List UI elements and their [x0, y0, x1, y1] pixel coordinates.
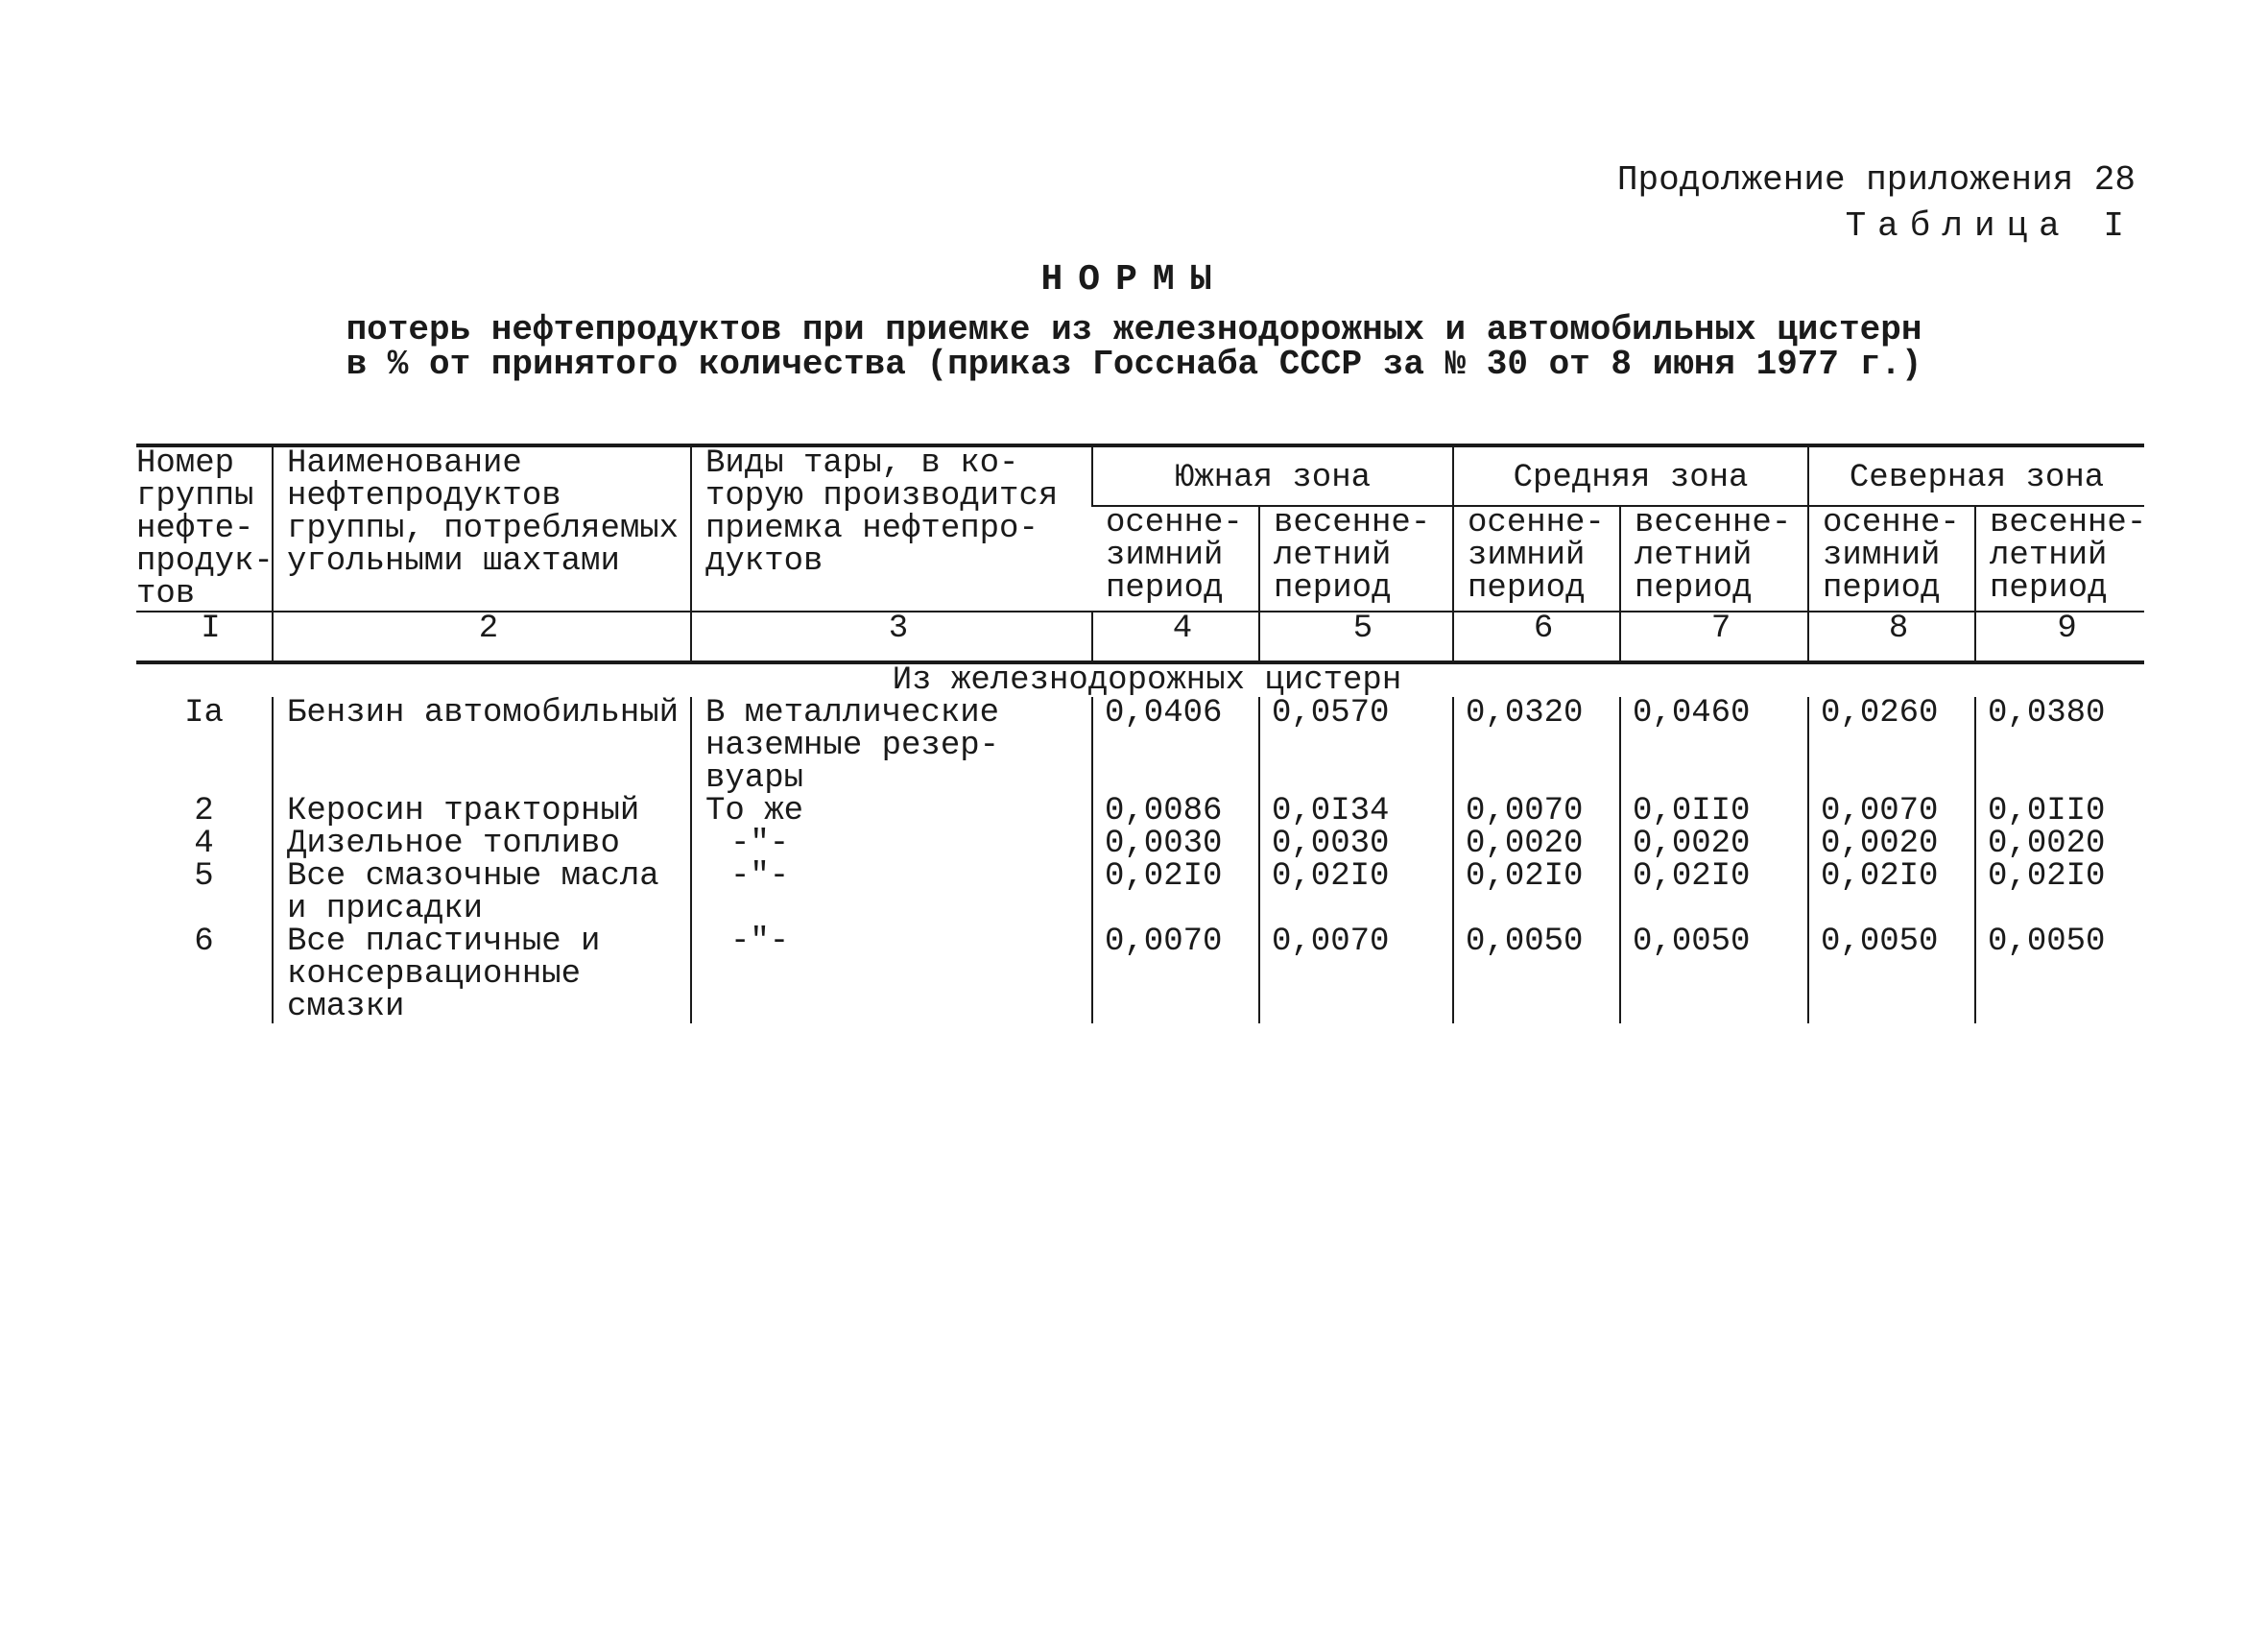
- value-middle-autumn: 0,02I0: [1453, 860, 1620, 925]
- value-south-spring: 0,0030: [1259, 828, 1453, 860]
- zone-header-middle: Средняя зона: [1453, 445, 1808, 506]
- col-number: 7: [1620, 612, 1808, 662]
- section-title: Из железнодорожных цистерн: [892, 662, 1402, 699]
- period-header-south-autumn: осенне-зимний период: [1092, 506, 1259, 612]
- product-name: Дизельное топливо: [273, 828, 691, 860]
- continuation-label: Продолжение приложения 28: [1616, 160, 2136, 200]
- subtitle-line-1: потерь нефтепродуктов при приемке из железнодорожных и автомобильных цистерн: [346, 310, 1922, 349]
- col-header-product-name: Наименование нефтепродуктов группы, потребляемых угольными шахтами: [273, 445, 691, 612]
- value-middle-spring: 0,0020: [1620, 828, 1808, 860]
- value-middle-spring: 0,02I0: [1620, 860, 1808, 925]
- value-north-spring: 0,0020: [1975, 828, 2144, 860]
- value-middle-autumn: 0,0050: [1453, 925, 1620, 1023]
- period-header-north-spring: весенне-летний период: [1975, 506, 2144, 612]
- col-number: 5: [1259, 612, 1453, 662]
- col-number: I: [136, 612, 273, 662]
- group-number: 4: [194, 826, 214, 862]
- period-header-middle-autumn: осенне-зимний период: [1453, 506, 1620, 612]
- value-middle-spring: 0,0460: [1620, 697, 1808, 795]
- value-middle-spring: 0,0050: [1620, 925, 1808, 1023]
- value-north-spring: 0,0050: [1975, 925, 2144, 1023]
- value-north-spring: 0,0II0: [1975, 795, 2144, 828]
- table-label: Таблица I: [1845, 206, 2136, 246]
- value-middle-autumn: 0,0070: [1453, 795, 1620, 828]
- value-north-autumn: 0,0260: [1808, 697, 1975, 795]
- col-number: 2: [273, 612, 691, 662]
- period-header-south-spring: весенне-летний период: [1259, 506, 1453, 612]
- container-type: -"-: [691, 828, 1092, 860]
- norms-table: [136, 444, 2147, 1025]
- product-name: Все смазочные масла и присадки: [273, 860, 691, 925]
- container-type: В металлические наземные резер-вуары: [691, 697, 1092, 795]
- value-south-spring: 0,0570: [1259, 697, 1453, 795]
- col-number: 9: [1975, 612, 2144, 662]
- container-type: То же: [691, 795, 1092, 828]
- zone-header-south: Южная зона: [1092, 445, 1453, 506]
- product-name: Бензин автомобильный: [273, 697, 691, 795]
- table-row: [136, 795, 2144, 828]
- value-south-autumn: 0,0070: [1092, 925, 1259, 1023]
- col-number: 6: [1453, 612, 1620, 662]
- container-type: -"-: [691, 860, 1092, 925]
- value-north-spring: 0,02I0: [1975, 860, 2144, 925]
- product-name: Керосин тракторный: [273, 795, 691, 828]
- value-middle-spring: 0,0II0: [1620, 795, 1808, 828]
- value-south-spring: 0,02I0: [1259, 860, 1453, 925]
- table-row: [136, 860, 2144, 925]
- group-number: 6: [194, 924, 214, 960]
- table-row: [136, 828, 2144, 860]
- group-number: Ia: [184, 695, 224, 732]
- period-header-middle-spring: весенне-летний период: [1620, 506, 1808, 612]
- value-north-autumn: 0,0020: [1808, 828, 1975, 860]
- document-subtitle: [0, 310, 2268, 384]
- value-middle-autumn: 0,0320: [1453, 697, 1620, 795]
- value-north-autumn: 0,02I0: [1808, 860, 1975, 925]
- col-header-container-type: Виды тары, в ко-торую производится приемка нефтепро-дуктов: [691, 445, 1092, 612]
- value-middle-autumn: 0,0020: [1453, 828, 1620, 860]
- value-south-autumn: 0,0030: [1092, 828, 1259, 860]
- value-south-spring: 0,0I34: [1259, 795, 1453, 828]
- document-title: НОРМЫ: [1040, 259, 1228, 300]
- value-north-spring: 0,0380: [1975, 697, 2144, 795]
- value-south-spring: 0,0070: [1259, 925, 1453, 1023]
- value-south-autumn: 0,0406: [1092, 697, 1259, 795]
- product-name: Все пластичные и консервационные смазки: [273, 925, 691, 1023]
- col-number: 4: [1092, 612, 1259, 662]
- subtitle-line-2: в % от принятого количества (приказ Госснаба СССР за № 30 от 8 июня 1977 г.): [346, 345, 1922, 384]
- value-north-autumn: 0,0050: [1808, 925, 1975, 1023]
- value-north-autumn: 0,0070: [1808, 795, 1975, 828]
- group-number: 5: [194, 858, 214, 895]
- table-row: [136, 925, 2144, 1023]
- container-type: -"-: [691, 925, 1092, 1023]
- zone-header-north: Северная зона: [1808, 445, 2144, 506]
- group-number: 2: [194, 793, 214, 829]
- period-header-north-autumn: осенне-зимний период: [1808, 506, 1975, 612]
- value-south-autumn: 0,0086: [1092, 795, 1259, 828]
- table-row: [136, 697, 2144, 795]
- col-number: 3: [691, 612, 1092, 662]
- value-south-autumn: 0,02I0: [1092, 860, 1259, 925]
- col-number: 8: [1808, 612, 1975, 662]
- col-header-group-number: Номер группы нефте-продук-тов: [136, 445, 274, 612]
